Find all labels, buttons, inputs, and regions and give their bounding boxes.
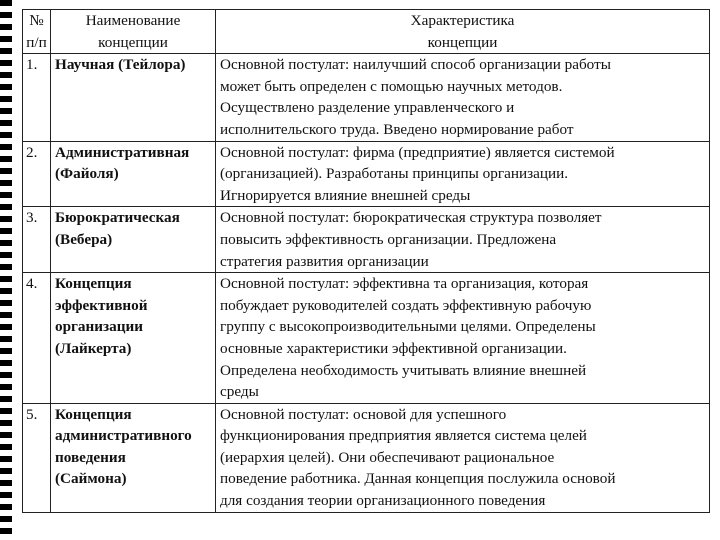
characteristic-line: для создания теории организационного поведения	[220, 492, 546, 510]
concept-characteristic	[216, 403, 710, 512]
characteristic-line: Основной постулат: фирма (предприятие) является системой	[220, 143, 615, 161]
characteristic-line: среды	[220, 383, 259, 401]
concept-name-line: (Лайкерта)	[55, 339, 132, 357]
characteristic-line: Игнорируется влияние внешней среды	[220, 186, 471, 204]
concept-name	[51, 54, 216, 141]
concept-characteristic	[216, 54, 710, 141]
table-row	[23, 54, 710, 141]
characteristic-line: повысить эффективность организации. Предложена	[220, 230, 557, 248]
concept-name-line: Концепция	[55, 275, 132, 293]
header-name	[51, 10, 216, 54]
header-number-line: п/п	[26, 33, 47, 51]
characteristic-line: Определена необходимость учитывать влияние внешней	[220, 361, 587, 379]
header-number	[23, 10, 51, 54]
concept-name	[51, 403, 216, 512]
characteristic-line: Основной постулат: наилучший способ организации работы	[220, 56, 611, 74]
concept-name-line: (Саймона)	[55, 470, 127, 488]
characteristic-line: группу с высокопроизводительными целями. Определены	[220, 318, 596, 336]
characteristic-line: поведение работника. Данная концепция послужила основой	[220, 470, 616, 488]
concept-name-line: (Вебера)	[55, 230, 113, 248]
characteristic-line: Основной постулат: бюрократическая структура позволяет	[220, 209, 602, 227]
characteristic-line: Основной постулат: эффективна та организация, которая	[220, 275, 589, 293]
table-row	[23, 273, 710, 404]
concept-name-line: Концепция	[55, 405, 132, 423]
concepts-table	[22, 9, 710, 513]
concept-name-line: эффективной	[55, 296, 148, 314]
concept-name	[51, 141, 216, 207]
concept-name	[51, 207, 216, 273]
concept-name-line: Административная	[55, 143, 190, 161]
row-number: 1.	[23, 54, 51, 141]
concept-name-line: организации	[55, 318, 143, 336]
characteristic-line: может быть определен с помощью научных методов.	[220, 77, 563, 95]
row-number: 3.	[23, 207, 51, 273]
header-name-line: концепции	[98, 33, 168, 51]
table-row	[23, 403, 710, 512]
header-name-line: Наименование	[85, 12, 181, 29]
concept-name-line: поведения	[55, 448, 126, 466]
characteristic-line: (иерархия целей). Они обеспечивают рациональное	[220, 448, 555, 466]
decorative-left-border	[0, 0, 12, 540]
characteristic-line: основные характеристики эффективной организации.	[220, 339, 567, 357]
concept-name-line: Бюрократическая	[55, 209, 180, 227]
row-number: 4.	[23, 273, 51, 404]
characteristic-line: Основной постулат: основой для успешного	[220, 405, 507, 423]
concept-characteristic	[216, 207, 710, 273]
characteristic-line: Осуществлено разделение управленческого и	[220, 99, 515, 117]
characteristic-line: побуждает руководителей создать эффективную рабочую	[220, 296, 592, 314]
table-row	[23, 141, 710, 207]
characteristic-line: стратегия развития организации	[220, 252, 429, 270]
header-characteristic-line: концепции	[427, 33, 498, 51]
header-characteristic-line: Характеристика	[410, 12, 515, 29]
concept-name-line: (Файоля)	[55, 165, 119, 183]
table-row	[23, 207, 710, 273]
concept-name-line: Научная (Тейлора)	[55, 56, 186, 74]
row-number: 5.	[23, 403, 51, 512]
characteristic-line: исполнительского труда. Введено нормирование работ	[220, 120, 574, 138]
table-header-row	[23, 10, 710, 54]
header-characteristic	[216, 10, 710, 54]
header-number-line: №	[29, 12, 44, 29]
concept-name	[51, 273, 216, 404]
concept-characteristic	[216, 273, 710, 404]
concept-characteristic	[216, 141, 710, 207]
characteristic-line: (организацией). Разработаны принципы организации.	[220, 165, 569, 183]
characteristic-line: функционирования предприятия является система целей	[220, 427, 587, 445]
row-number: 2.	[23, 141, 51, 207]
concept-name-line: административного	[55, 427, 192, 445]
